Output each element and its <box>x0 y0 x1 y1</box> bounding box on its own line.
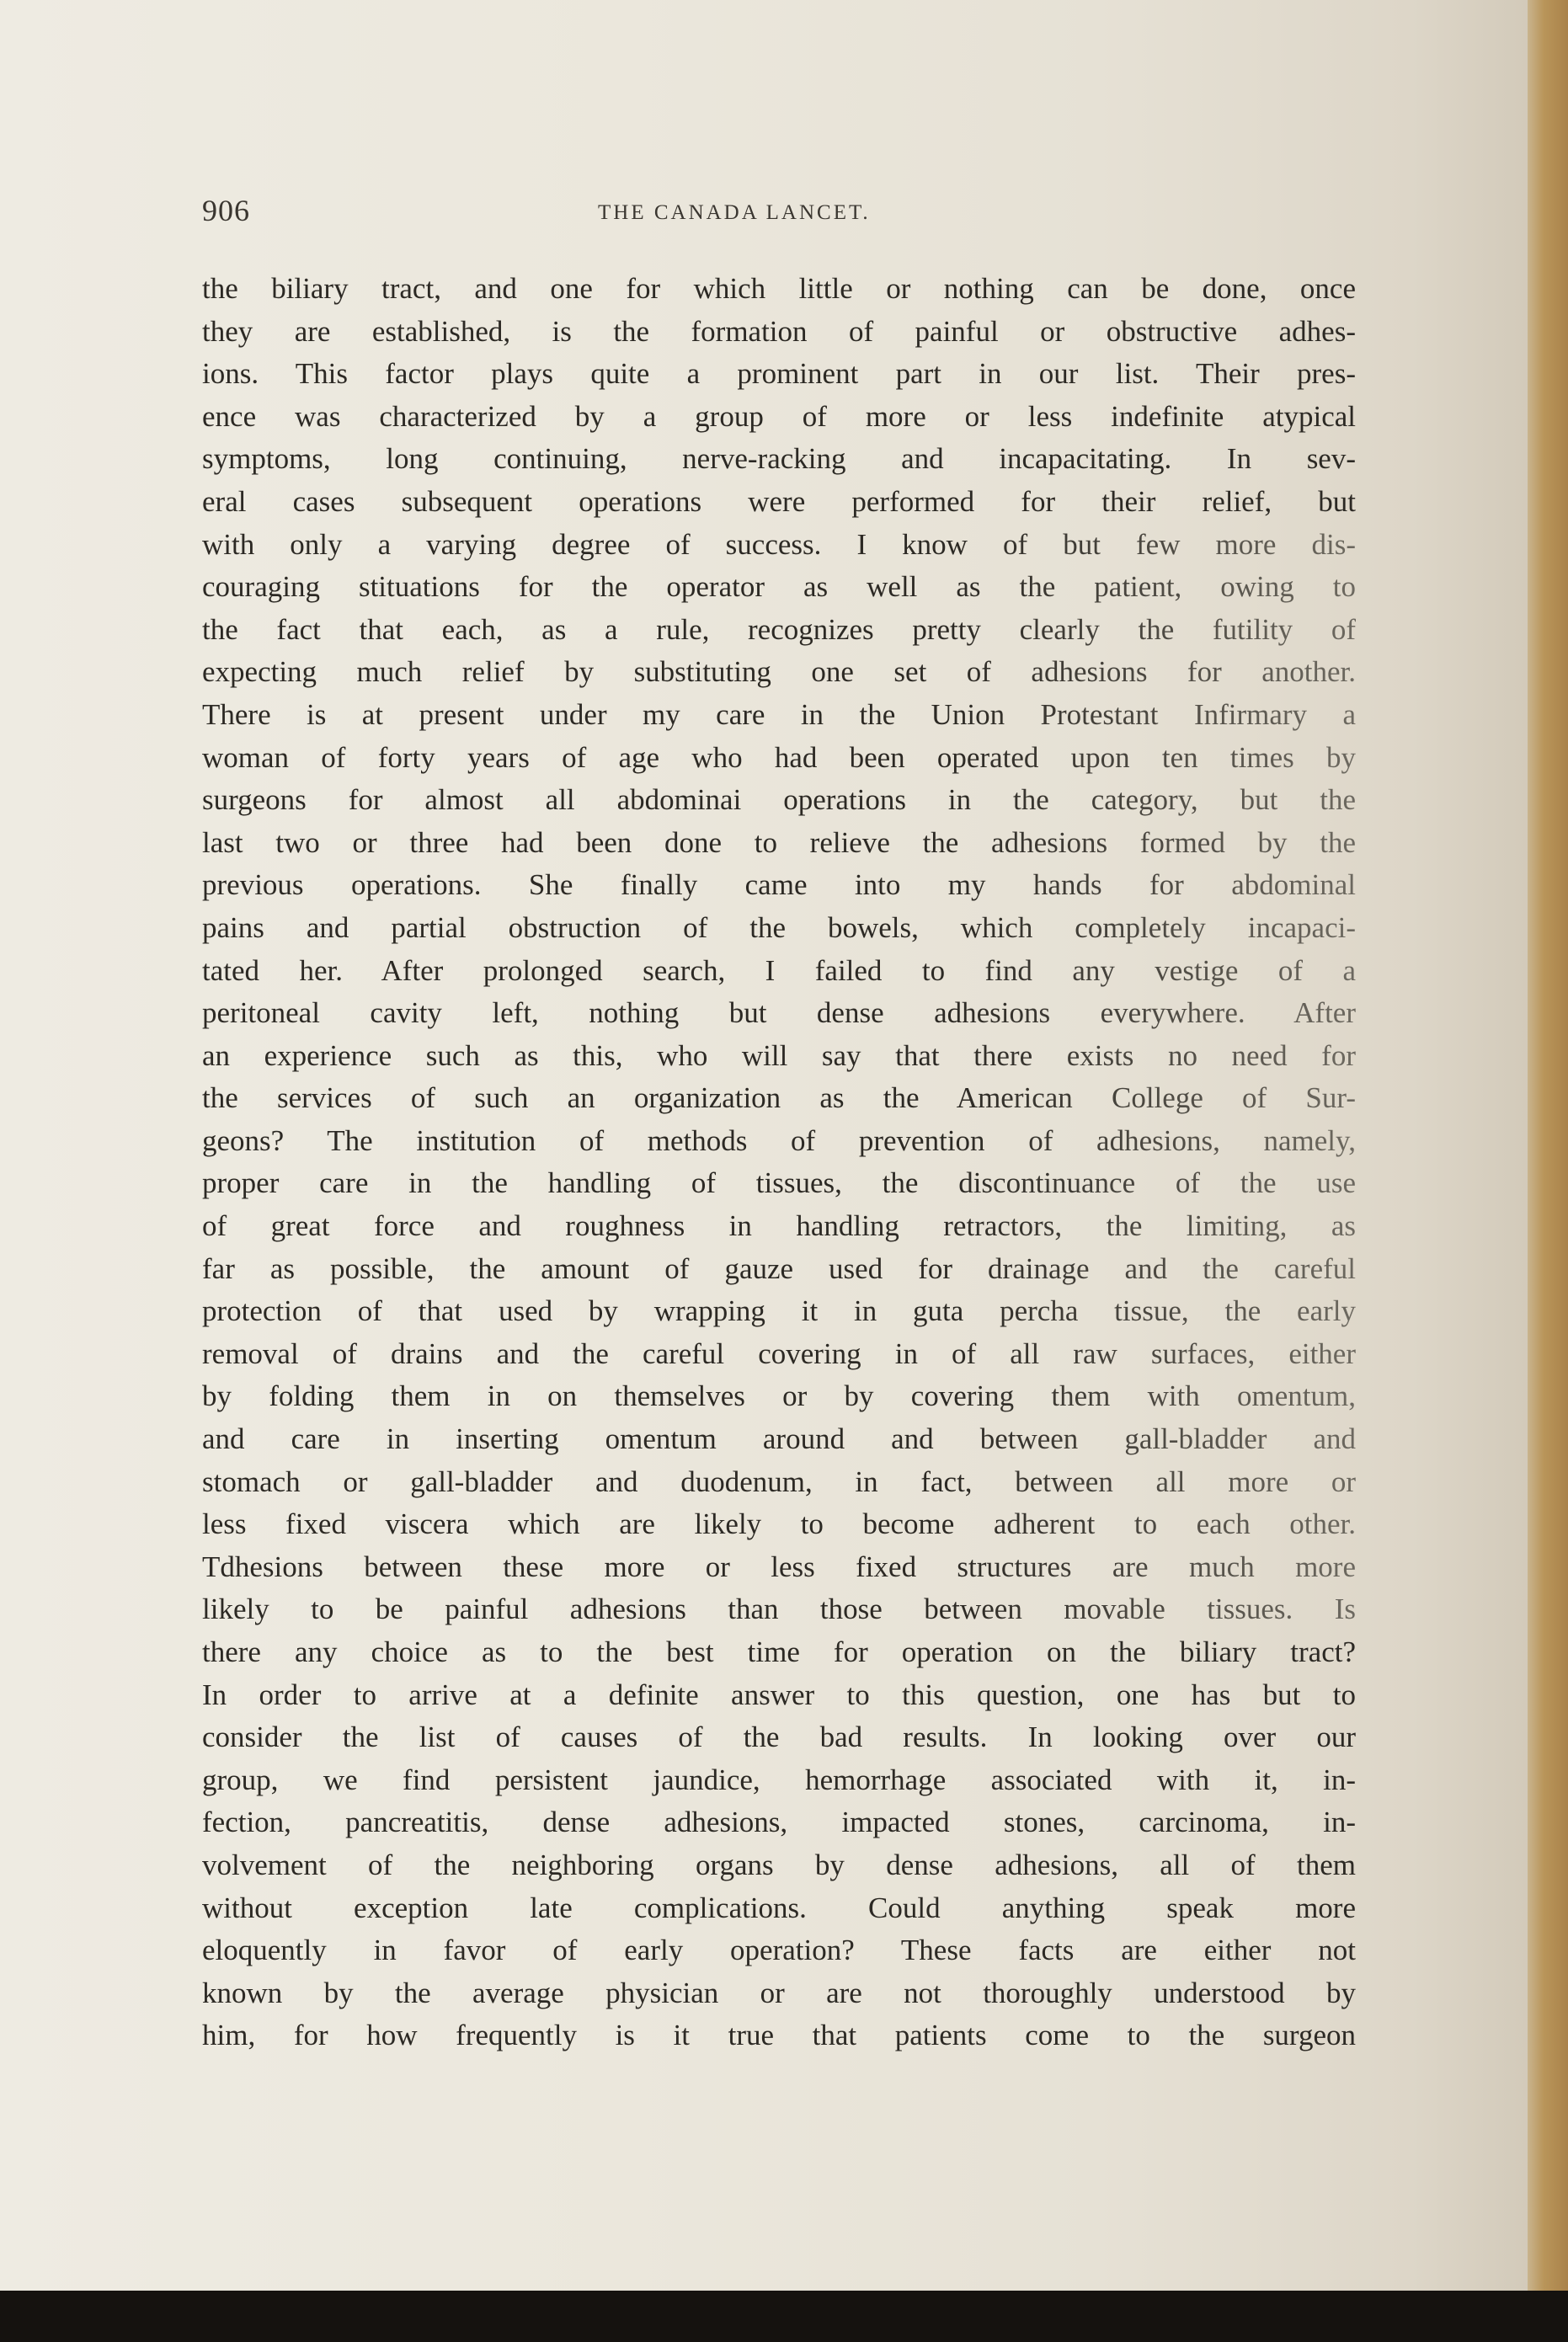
text-line: the services of such an organization as the American College of Sur- <box>202 1077 1356 1120</box>
text-line: the fact that each, as a rule, recognizes pretty clearly the futility of <box>202 609 1356 652</box>
text-line: peritoneal cavity left, nothing but dense adhesions everywhere. After <box>202 992 1356 1035</box>
text-line: woman of forty years of age who had been operated upon ten times by <box>202 737 1356 780</box>
scan-bottom-edge <box>0 2291 1568 2342</box>
text-line: expecting much relief by substituting one set of adhesions for another. <box>202 651 1356 694</box>
text-line: fection, pancreatitis, dense adhesions, impacted stones, carcinoma, in- <box>202 1806 1356 1839</box>
text-line: stomach or gall-bladder and duodenum, in fact, between all more or <box>202 1461 1356 1504</box>
text-line: couraging stituations for the operator as well as the patient, owing to <box>202 566 1356 609</box>
running-title: THE CANADA LANCET. <box>598 201 871 224</box>
page-number: 906 <box>202 194 250 227</box>
text-line: consider the list of causes of the bad results. In looking over our <box>202 1720 1356 1754</box>
text-line: without exception late complications. Could anything speak more <box>202 1891 1356 1924</box>
text-line: eloquently in favor of early operation? These facts are either not <box>202 1934 1356 1967</box>
text-line: an experience such as this, who will say that there exists no need for <box>202 1035 1356 1078</box>
page-header <box>202 192 1356 243</box>
text-line: by folding them in on themselves or by covering them with omentum, <box>202 1375 1356 1418</box>
text-line: geons? The institution of methods of prevention of adhesions, namely, <box>202 1120 1356 1163</box>
text-line: last two or three had been done to relieve the adhesions formed by the <box>202 822 1356 865</box>
text-line: there any choice as to the best time for operation on the biliary tract? <box>202 1635 1356 1668</box>
text-line: Tdhesions between these more or less fixed structures are much more <box>202 1546 1356 1589</box>
text-line: ence was characterized by a group of more or less indefinite atypical <box>202 399 1356 433</box>
text-line: surgeons for almost all abdominai operations in the category, but the <box>202 779 1356 822</box>
text-line: less fixed viscera which are likely to become adherent to each other. <box>202 1503 1356 1546</box>
book-spine-edge <box>1528 0 1568 2291</box>
text-line: likely to be painful adhesions than those between movable tissues. Is <box>202 1588 1356 1631</box>
text-line: removal of drains and the careful covering in of all raw surfaces, either <box>202 1333 1356 1376</box>
text-line: symptoms, long continuing, nerve-racking and incapacitating. In sev- <box>202 442 1356 476</box>
text-line: pains and partial obstruction of the bowels, which completely incapaci- <box>202 907 1356 950</box>
text-line: him, for how frequently is it true that patients come to the surgeon <box>202 2019 1356 2052</box>
text-line: with only a varying degree of success. I know of but few more dis- <box>202 524 1356 567</box>
text-line: There is at present under my care in the Union Protestant Infirmary a <box>202 694 1356 737</box>
text-line: and care in inserting omentum around and between gall-bladder and <box>202 1418 1356 1461</box>
text-line: protection of that used by wrapping it in guta percha tissue, the early <box>202 1290 1356 1333</box>
text-line: the biliary tract, and one for which little or nothing can be done, once <box>202 272 1356 305</box>
body-text <box>202 268 1356 2057</box>
text-line: eral cases subsequent operations were performed for their relief, but <box>202 484 1356 518</box>
text-line: previous operations. She finally came into my hands for abdominal <box>202 864 1356 907</box>
text-line: far as possible, the amount of gauze used for drainage and the careful <box>202 1248 1356 1291</box>
text-line: proper care in the handling of tissues, the discontinuance of the use <box>202 1162 1356 1205</box>
text-line: volvement of the neighboring organs by dense adhesions, all of them <box>202 1848 1356 1881</box>
text-line: group, we find persistent jaundice, hemorrhage associated with it, in- <box>202 1763 1356 1796</box>
text-line: of great force and roughness in handling retractors, the limiting, as <box>202 1205 1356 1248</box>
text-line: In order to arrive at a definite answer to this question, one has but to <box>202 1678 1356 1711</box>
text-line: ions. This factor plays quite a prominent part in our list. Their pres- <box>202 357 1356 391</box>
text-line: known by the average physician or are not thoroughly understood by <box>202 1976 1356 2009</box>
text-line: tated her. After prolonged search, I failed to find any vestige of a <box>202 950 1356 993</box>
text-line: they are established, is the formation of painful or obstructive adhes- <box>202 314 1356 348</box>
